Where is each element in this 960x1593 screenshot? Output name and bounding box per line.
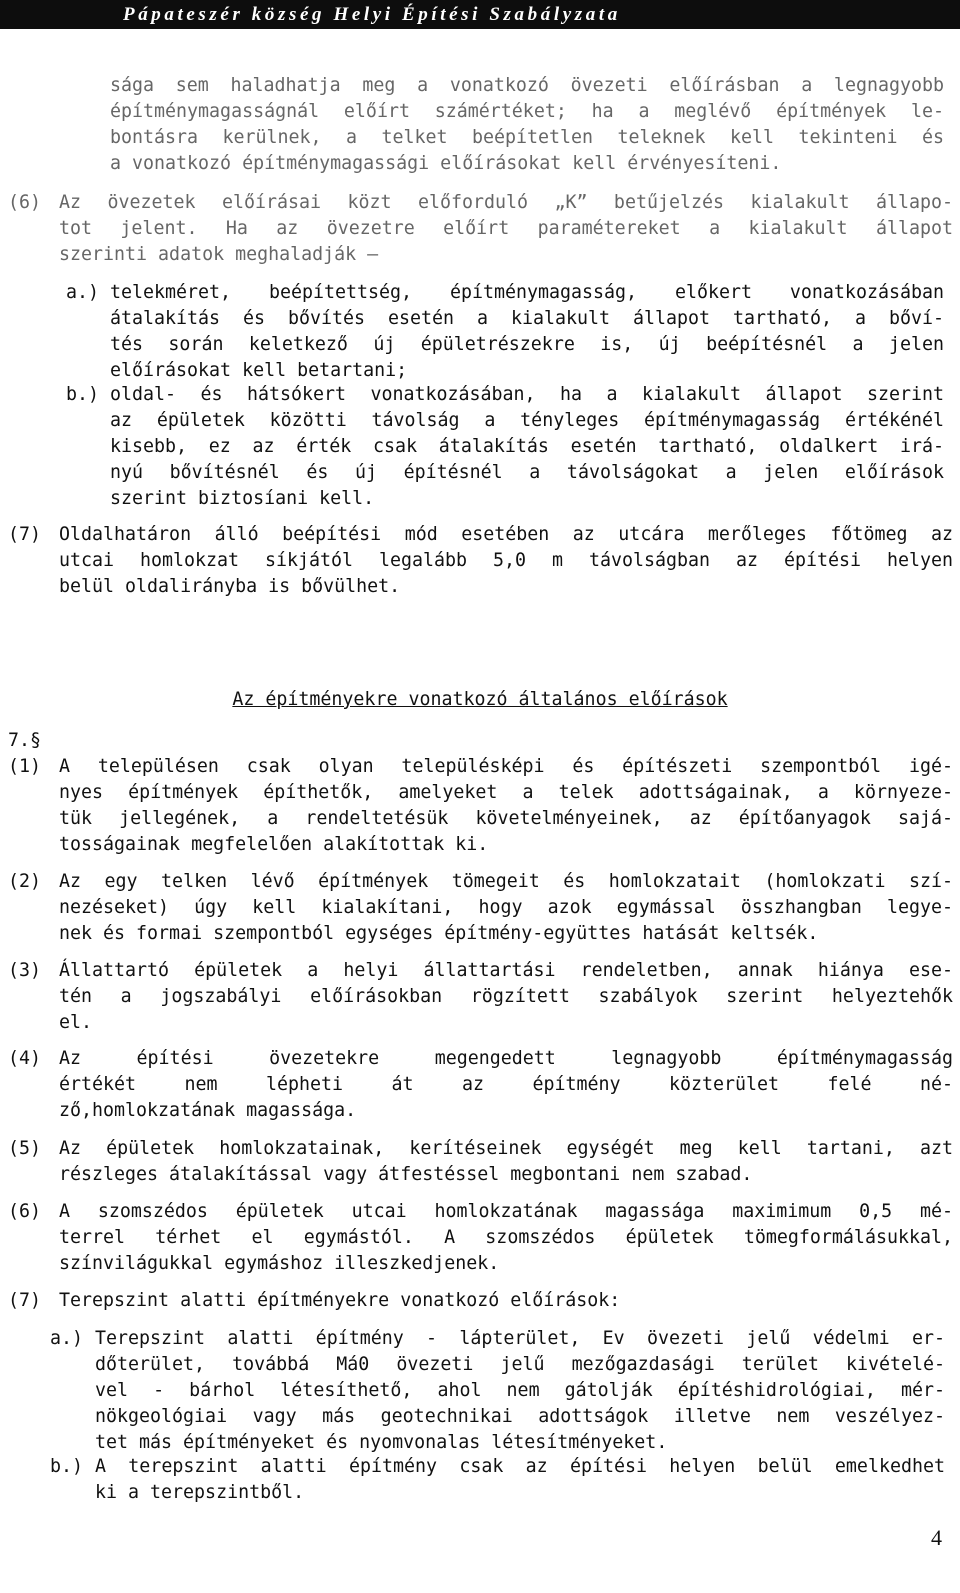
- text-line: az épületek közötti távolság a tényleges építménymagasság értékénél: [110, 410, 944, 431]
- text-line: nökgeológiai vagy más geotechnikai adottságok illetve nem veszélyez-: [95, 1406, 945, 1427]
- text-line: utcai homlokzat síkjától legalább 5,0 m távolságban az építési helyen: [59, 550, 953, 571]
- text-line: Terepszint alatti építmény - lápterület, Ev övezeti jelű védelmi er-: [95, 1328, 945, 1349]
- text-line: el.: [59, 1012, 93, 1033]
- paragraph-number: (2): [8, 871, 42, 892]
- text-line: előírásokat kell betartani;: [110, 360, 408, 381]
- text-line: sága sem haladhatja meg a vonatkozó övezeti előírásban a legnagyobb: [110, 75, 944, 96]
- text-line: színvilágukkal egymáshoz illeszkedjenek.: [59, 1253, 500, 1274]
- text-line: tosságainak megfelelően alakítottak ki.: [59, 834, 489, 855]
- text-line: átalakítás és bővítés esetén a kialakult állapot tartható, a bőví-: [110, 308, 944, 329]
- text-line: tén a jogszabályi előírásokban rögzített szabályok szerint helyeztehők: [59, 986, 953, 1007]
- text-line: építménymagasságnál előírt számértéket; ha a meglévő építmények le-: [110, 101, 944, 122]
- text-line: oldal- és hátsókert vonatkozásában, ha a kialakult állapot szerint: [110, 384, 944, 405]
- text-line: A településen csak olyan településképi és építészeti szempontból igé-: [59, 756, 953, 777]
- text-line: tés során keletkező új épületrészekre is, új beépítésnél a jelen: [110, 334, 944, 355]
- text-line: Az épületek homlokzatainak, kerítéseinek egységét meg kell tartani, azt: [59, 1138, 953, 1159]
- text-line: nyes építmények építhetők, amelyeket a telek adottságainak, a környeze-: [59, 782, 953, 803]
- text-line: Az övezetek előírásai közt előforduló „K” betűjelzés kialakult állapo-: [59, 192, 953, 213]
- paragraph-number: (5): [8, 1138, 42, 1159]
- text-line: ző,homlokzatának magassága.: [59, 1100, 357, 1121]
- text-line: Terepszint alatti építményekre vonatkozó előírások:: [59, 1290, 621, 1311]
- list-item-label: b.): [66, 384, 100, 405]
- list-item-label: b.): [50, 1456, 84, 1477]
- text-line: értékét nem lépheti át az építmény közterület felé né-: [59, 1074, 953, 1095]
- text-line: tet más építményeket és nyomvonalas létesítményeket.: [95, 1432, 668, 1453]
- text-line: Az építési övezetekre megengedett legnagyobb építménymagasság: [59, 1048, 953, 1069]
- text-line: nyú bővítésnél és új építésnél a távolságokat a jelen előírások: [110, 462, 944, 483]
- page-header: [0, 0, 960, 29]
- header-title: Pápateszér község Helyi Építési Szabályzata: [123, 4, 621, 25]
- text-line: nezéseket) úgy kell kialakítani, hogy azok egymással összhangban legye-: [59, 897, 953, 918]
- text-line: nek és formai szempontból egységes építmény-együttes hatását keltsék.: [59, 923, 819, 944]
- paragraph-number: (3): [8, 960, 42, 981]
- text-line: terrel térhet el egymástól. A szomszédos épületek tömegformálásukkal,: [59, 1227, 953, 1248]
- section-number: 7.§: [8, 730, 42, 751]
- text-line: tot jelent. Ha az övezetre előírt paramétereket a kialakult állapot: [59, 218, 953, 239]
- text-line: tük jellegének, a rendeltetésük követelményeinek, az építőanyagok sajá-: [59, 808, 953, 829]
- paragraph-number: (7): [8, 1290, 42, 1311]
- paragraph-number: (7): [8, 524, 42, 545]
- paragraph-number: (4): [8, 1048, 42, 1069]
- text-line: telekméret, beépítettség, építménymagasság, előkert vonatkozásában: [110, 282, 944, 303]
- text-line: A terepszint alatti építmény csak az építési helyen belül emelkedhet: [95, 1456, 945, 1477]
- section-heading: Az építményekre vonatkozó általános előírások: [232, 689, 728, 710]
- text-line: vel - bárhol létesíthető, ahol nem gátolják építéshidrológiai, mér-: [95, 1380, 945, 1401]
- text-line: Az egy telken lévő építmények tömegeit és homlokzatait (homlokzati szí-: [59, 871, 953, 892]
- text-line: szerinti adatok meghaladják –: [59, 244, 379, 265]
- continuation-text: [110, 73, 944, 177]
- text-line: dőterület, továbbá Má0 övezeti jelű mezőgazdasági terület kivételé-: [95, 1354, 945, 1375]
- text-line: a vonatkozó építménymagassági előírásokat kell érvényesíteni.: [110, 153, 782, 174]
- text-line: Állattartó épületek a helyi állattartási rendeletben, annak hiánya ese-: [59, 960, 953, 981]
- page-number: 4: [931, 1525, 942, 1550]
- list-item-label: a.): [50, 1328, 84, 1349]
- text-line: A szomszédos épületek utcai homlokzatának magassága maximimum 0,5 mé-: [59, 1201, 953, 1222]
- paragraph-number: (6): [8, 1201, 42, 1222]
- text-line: kisebb, ez az érték csak átalakítás esetén tartható, oldalkert irá-: [110, 436, 944, 457]
- text-line: ki a terepszintből.: [95, 1482, 305, 1503]
- list-item-label: a.): [66, 282, 100, 303]
- paragraph-number: (1): [8, 756, 42, 777]
- text-line: részleges átalakítással vagy átfestéssel megbontani nem szabad.: [59, 1164, 753, 1185]
- paragraph-number: (6): [8, 192, 42, 213]
- text-line: szerint biztosíani kell.: [110, 488, 375, 509]
- text-line: belül oldalirányba is bővülhet.: [59, 576, 401, 597]
- text-line: Oldalhatáron álló beépítési mód esetében az utcára merőleges főtömeg az: [59, 524, 953, 545]
- text-line: bontásra kerülnek, a telket beépítetlen teleknek kell tekinteni és: [110, 127, 944, 148]
